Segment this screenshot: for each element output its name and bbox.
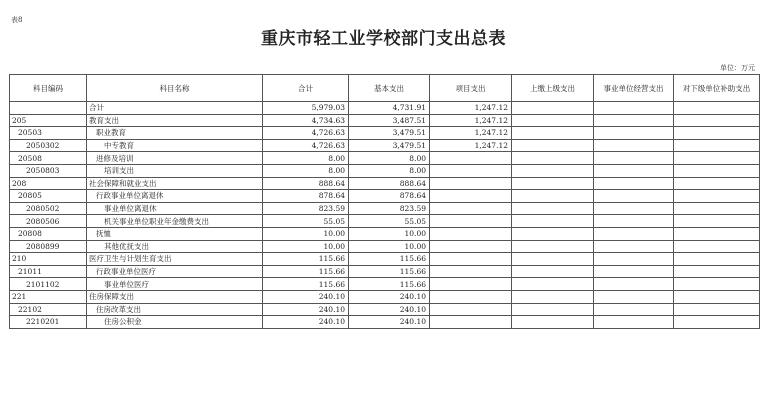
table-row (10, 227, 760, 240)
cell-code: 22102 (10, 303, 87, 316)
cell-code: 20508 (10, 152, 87, 165)
cell-total: 823.59 (263, 202, 349, 215)
cell-code: 20808 (10, 227, 87, 240)
cell-subsidy-lower (674, 190, 760, 203)
cell-code: 20503 (10, 127, 87, 140)
cell-subsidy-lower (674, 265, 760, 278)
cell-project: 1,247.12 (430, 139, 512, 152)
cell-code: 21011 (10, 265, 87, 278)
cell-remit-upper (512, 102, 594, 115)
cell-basic: 8.00 (349, 152, 430, 165)
cell-remit-upper (512, 139, 594, 152)
cell-code: 205 (10, 114, 87, 127)
cell-name: 进修及培训 (87, 152, 263, 165)
cell-business-ops (594, 190, 674, 203)
header-total: 合计 (263, 75, 349, 102)
table-row (10, 240, 760, 253)
cell-total: 115.66 (263, 265, 349, 278)
cell-remit-upper (512, 316, 594, 329)
cell-subsidy-lower (674, 278, 760, 291)
cell-basic: 3,479.51 (349, 139, 430, 152)
cell-code: 221 (10, 290, 87, 303)
page-title: 重庆市轻工业学校部门支出总表 (261, 29, 506, 49)
cell-name: 中专教育 (87, 139, 263, 152)
cell-basic: 240.10 (349, 316, 430, 329)
cell-business-ops (594, 253, 674, 266)
cell-business-ops (594, 164, 674, 177)
cell-total: 888.64 (263, 177, 349, 190)
cell-name: 住房改革支出 (87, 303, 263, 316)
header-subsidy-lower: 对下级单位补助支出 (674, 75, 760, 102)
cell-project (430, 278, 512, 291)
table-body (10, 102, 760, 329)
cell-business-ops (594, 240, 674, 253)
cell-subsidy-lower (674, 303, 760, 316)
cell-business-ops (594, 177, 674, 190)
cell-basic: 878.64 (349, 190, 430, 203)
cell-basic: 8.00 (349, 164, 430, 177)
table-row (10, 202, 760, 215)
header-business-ops: 事业单位经营支出 (594, 75, 674, 102)
cell-subsidy-lower (674, 215, 760, 228)
cell-name: 教育支出 (87, 114, 263, 127)
cell-subsidy-lower (674, 127, 760, 140)
cell-basic: 10.00 (349, 227, 430, 240)
cell-name: 事业单位医疗 (87, 278, 263, 291)
cell-subsidy-lower (674, 152, 760, 165)
table-row (10, 152, 760, 165)
cell-name: 社会保障和就业支出 (87, 177, 263, 190)
cell-remit-upper (512, 265, 594, 278)
header-name: 科目名称 (87, 75, 263, 102)
cell-code: 2080506 (10, 215, 87, 228)
cell-name: 事业单位离退休 (87, 202, 263, 215)
cell-subsidy-lower (674, 316, 760, 329)
table-row (10, 215, 760, 228)
cell-project (430, 303, 512, 316)
cell-business-ops (594, 114, 674, 127)
table-row (10, 177, 760, 190)
cell-remit-upper (512, 114, 594, 127)
cell-remit-upper (512, 253, 594, 266)
cell-name: 住房公积金 (87, 316, 263, 329)
cell-basic: 115.66 (349, 278, 430, 291)
cell-business-ops (594, 303, 674, 316)
cell-project (430, 190, 512, 203)
cell-subsidy-lower (674, 114, 760, 127)
cell-remit-upper (512, 227, 594, 240)
cell-project (430, 290, 512, 303)
cell-project (430, 215, 512, 228)
cell-code: 208 (10, 177, 87, 190)
cell-total: 115.66 (263, 278, 349, 291)
cell-remit-upper (512, 152, 594, 165)
cell-name: 医疗卫生与计划生育支出 (87, 253, 263, 266)
cell-project: 1,247.12 (430, 114, 512, 127)
cell-name: 合计 (87, 102, 263, 115)
cell-subsidy-lower (674, 102, 760, 115)
cell-code: 2080899 (10, 240, 87, 253)
cell-total: 240.10 (263, 303, 349, 316)
cell-total: 10.00 (263, 240, 349, 253)
cell-subsidy-lower (674, 227, 760, 240)
cell-name: 住房保障支出 (87, 290, 263, 303)
cell-code: 210 (10, 253, 87, 266)
cell-total: 878.64 (263, 190, 349, 203)
table-row (10, 127, 760, 140)
table-row (10, 102, 760, 115)
cell-total: 115.66 (263, 253, 349, 266)
cell-total: 10.00 (263, 227, 349, 240)
cell-name: 职业教育 (87, 127, 263, 140)
table-row (10, 290, 760, 303)
cell-project (430, 202, 512, 215)
cell-code: 20805 (10, 190, 87, 203)
table-number: 表8 (11, 16, 23, 24)
cell-project (430, 164, 512, 177)
table-row (10, 139, 760, 152)
cell-subsidy-lower (674, 240, 760, 253)
cell-name: 抚恤 (87, 227, 263, 240)
table-row (10, 114, 760, 127)
cell-name: 培训支出 (87, 164, 263, 177)
cell-subsidy-lower (674, 139, 760, 152)
expenditure-table (9, 74, 760, 329)
cell-subsidy-lower (674, 164, 760, 177)
cell-name: 行政事业单位医疗 (87, 265, 263, 278)
cell-project: 1,247.12 (430, 102, 512, 115)
cell-name: 其他优抚支出 (87, 240, 263, 253)
cell-business-ops (594, 265, 674, 278)
table-row (10, 253, 760, 266)
cell-total: 8.00 (263, 152, 349, 165)
cell-basic: 55.05 (349, 215, 430, 228)
table-row (10, 303, 760, 316)
cell-code: 2080502 (10, 202, 87, 215)
cell-project (430, 265, 512, 278)
cell-name: 机关事业单位职业年金缴费支出 (87, 215, 263, 228)
cell-remit-upper (512, 127, 594, 140)
cell-remit-upper (512, 202, 594, 215)
cell-basic: 240.10 (349, 290, 430, 303)
cell-total: 4,726.63 (263, 127, 349, 140)
cell-project (430, 253, 512, 266)
cell-code: 2101102 (10, 278, 87, 291)
cell-business-ops (594, 202, 674, 215)
cell-code: 2210201 (10, 316, 87, 329)
cell-basic: 823.59 (349, 202, 430, 215)
cell-basic: 10.00 (349, 240, 430, 253)
cell-basic: 240.10 (349, 303, 430, 316)
cell-remit-upper (512, 215, 594, 228)
cell-remit-upper (512, 290, 594, 303)
cell-subsidy-lower (674, 290, 760, 303)
cell-basic: 3,487.51 (349, 114, 430, 127)
header-row (10, 75, 760, 102)
cell-total: 8.00 (263, 164, 349, 177)
cell-project (430, 152, 512, 165)
table-row (10, 190, 760, 203)
cell-subsidy-lower (674, 177, 760, 190)
cell-remit-upper (512, 164, 594, 177)
cell-business-ops (594, 139, 674, 152)
cell-project (430, 316, 512, 329)
cell-code (10, 102, 87, 115)
cell-remit-upper (512, 240, 594, 253)
cell-total: 240.10 (263, 316, 349, 329)
cell-basic: 4,731.91 (349, 102, 430, 115)
cell-name: 行政事业单位离退休 (87, 190, 263, 203)
cell-business-ops (594, 227, 674, 240)
cell-total: 55.05 (263, 215, 349, 228)
header-basic: 基本支出 (349, 75, 430, 102)
header-project: 项目支出 (430, 75, 512, 102)
cell-remit-upper (512, 190, 594, 203)
cell-business-ops (594, 278, 674, 291)
cell-code: 2050302 (10, 139, 87, 152)
cell-total: 4,734.63 (263, 114, 349, 127)
table-row (10, 164, 760, 177)
cell-remit-upper (512, 303, 594, 316)
header-code: 科目编码 (10, 75, 87, 102)
cell-project (430, 240, 512, 253)
cell-project (430, 227, 512, 240)
cell-remit-upper (512, 177, 594, 190)
cell-code: 2050803 (10, 164, 87, 177)
unit-label: 单位：万元 (720, 64, 755, 72)
cell-business-ops (594, 316, 674, 329)
cell-business-ops (594, 102, 674, 115)
cell-project: 1,247.12 (430, 127, 512, 140)
cell-business-ops (594, 290, 674, 303)
header-remit-upper: 上缴上级支出 (512, 75, 594, 102)
cell-subsidy-lower (674, 202, 760, 215)
cell-subsidy-lower (674, 253, 760, 266)
cell-total: 4,726.63 (263, 139, 349, 152)
table-row (10, 265, 760, 278)
cell-remit-upper (512, 278, 594, 291)
table-row (10, 316, 760, 329)
cell-business-ops (594, 127, 674, 140)
cell-business-ops (594, 215, 674, 228)
cell-total: 5,979.03 (263, 102, 349, 115)
cell-basic: 115.66 (349, 253, 430, 266)
cell-basic: 3,479.51 (349, 127, 430, 140)
cell-business-ops (594, 152, 674, 165)
table-row (10, 278, 760, 291)
cell-total: 240.10 (263, 290, 349, 303)
cell-basic: 115.66 (349, 265, 430, 278)
cell-project (430, 177, 512, 190)
cell-basic: 888.64 (349, 177, 430, 190)
